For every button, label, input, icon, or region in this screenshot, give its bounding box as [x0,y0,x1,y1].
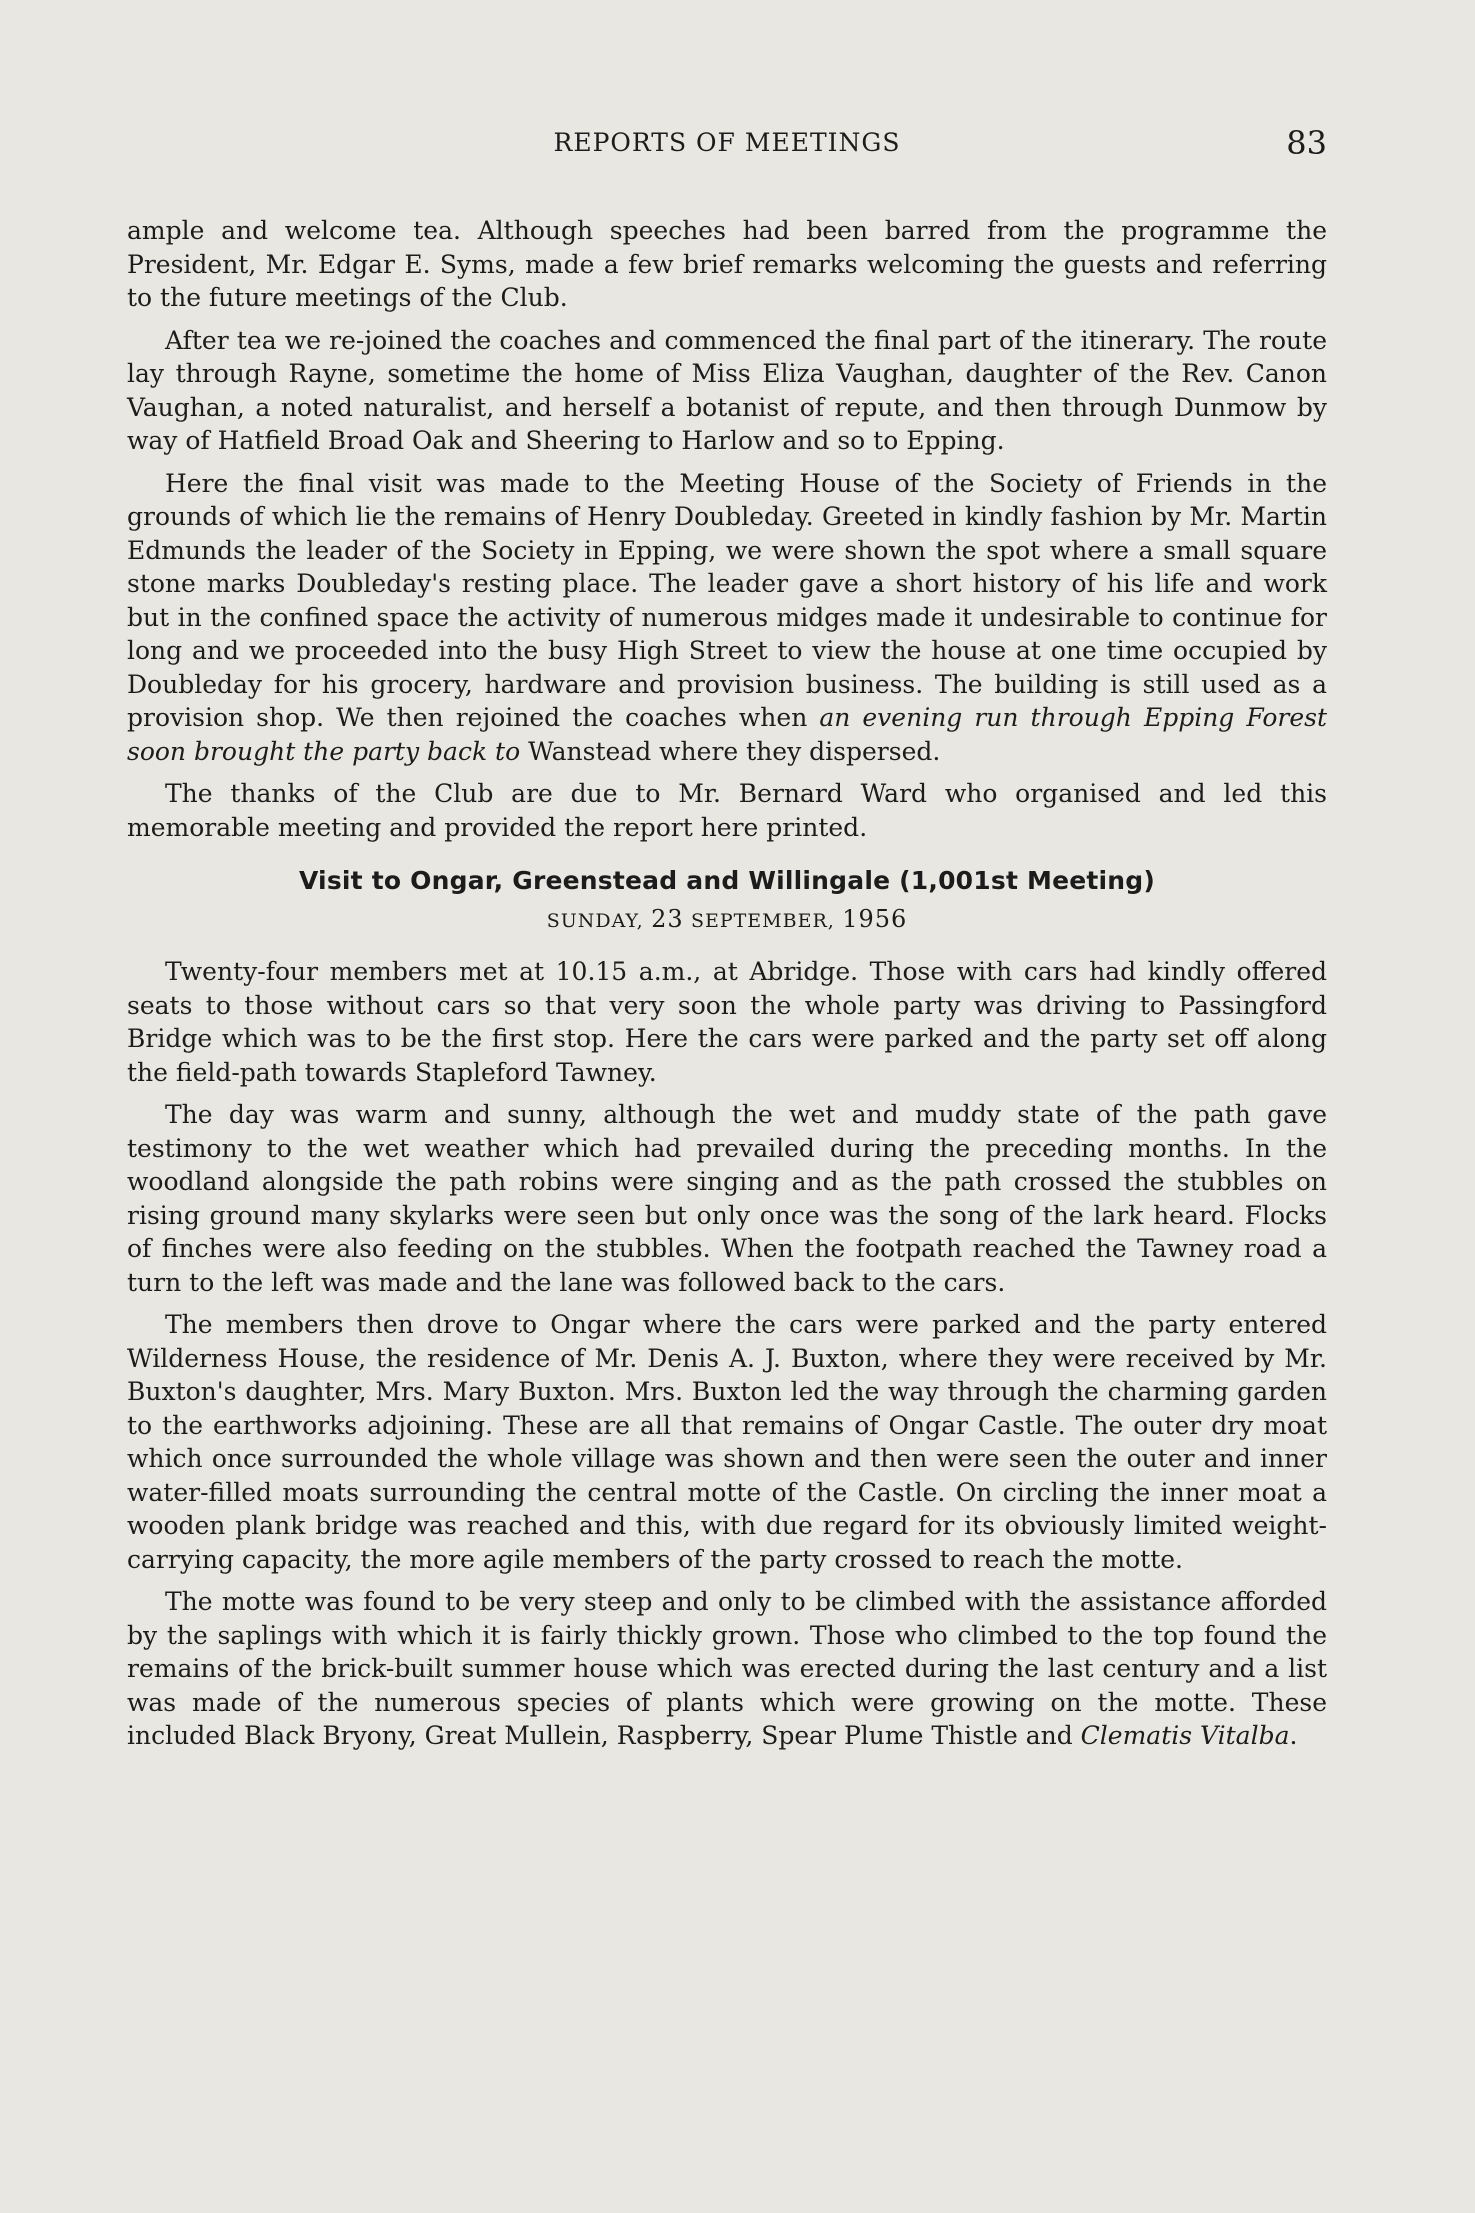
paragraph-thanks: The thanks of the Club are due to Mr. Bernard Ward who organised and led this memorable meeting and provided the report here printed. [127,779,1327,842]
paragraph-motte-end: . [1289,1721,1298,1750]
paragraph-meeting-house-end: Wanstead where they dispersed. [520,736,941,766]
body-text [127,214,1327,1762]
paragraph-motte [127,1585,1327,1753]
date-year: 1956 [842,905,908,933]
date-day: 23 [651,905,684,933]
running-title: REPORTS OF MEETINGS [553,128,901,157]
paragraph-meeting-house-italic: an evening run through Epping Forest soon brought the party back to [127,703,1327,766]
paragraph-meeting-house [127,467,1327,769]
paragraph-weather: The day was warm and sunny, although the wet and muddy state of the path gave testimony to the wet weather which had prevailed during the preceding months. In the woodland alongside the path robins were singing and as the path crossed the stubbles on rising ground many skylarks were seen but only once was the song of the lark heard. Flocks of finches were also feeding on the stubbles. When the footpath reached the Tawney road a turn to the left was made and the lane was followed back to the cars. [127,1100,1327,1297]
page-number: 83 [1286,124,1327,162]
section-date [127,905,1327,933]
paragraph-motte-text: The motte was found to be very steep and only to be climbed with the assistance afforded by the saplings with which it is fairly thickly grown. Those who climbed to the top found the remains of the brick-built summer house which was erected during the last century and a list was made of the numerous species of plants which were growing on the motte. These included Black Bryony, Great Mullein, Raspberry, Spear Plume Thistle and [127,1587,1327,1750]
paragraph-meeting-house-text: Here the final visit was made to the Meeting House of the Society of Friends in the grounds of which lie the remains of Henry Doubleday. Greeted in kindly fashion by Mr. Martin Edmunds the leader of the Society in Epping, we were shown the spot where a small square stone marks Doubleday's resting place. The leader gave a short history of his life and work but in the confined space the activity of numerous midges made it undesirable to continue for long and we proceeded into the busy High Street to view the house at one time occupied by Doubleday for his grocery, hardware and provision business. The building is still used as a provision shop. We then rejoined the coaches when [127,468,1327,732]
paragraph-tea: ample and welcome tea. Although speeches had been barred from the programme the President, Mr. Edgar E. Syms, made a few brief remarks welcoming the guests and referring to the future meetings of the Club. [127,216,1327,312]
paragraph-ongar-castle: The members then drove to Ongar where the cars were parked and the party entered Wilderness House, the residence of Mr. Denis A. J. Buxton, where they were received by Mr. Buxton's daughter, Mrs. Mary Buxton. Mrs. Buxton led the way through the charming garden to the earthworks adjoining. These are all that remains of Ongar Castle. The outer dry moat which once surrounded the whole village was shown and then were seen the outer and inner water-filled moats surrounding the central motte of the Castle. On circling the inner moat a wooden plank bridge was reached and this, with due regard for its obviously limited weight-carrying capacity, the more agile members of the party crossed to reach the motte. [127,1310,1327,1574]
section-heading: Visit to Ongar, Greenstead and Willingale (1,001st Meeting) [298,866,1156,895]
paragraph-itinerary: After tea we re-joined the coaches and commenced the final part of the itinerary. The route lay through Rayne, sometime the home of Miss Eliza Vaughan, daughter of the Rev. Canon Vaughan, a noted naturalist, and herself a botanist of repute, and then through Dunmow by way of Hatfield Broad Oak and Sheering to Harlow and so to Epping. [127,325,1327,455]
paragraph-abridge: Twenty-four members met at 10.15 a.m., at Abridge. Those with cars had kindly offered seats to those without cars so that very soon the whole party was driving to Passingford Bridge which was to be the first stop. Here the cars were parked and the party set off along the field-path towards Stapleford Tawney. [127,957,1327,1087]
paragraph-motte-italic: Clematis Vitalba [1080,1721,1290,1750]
date-month: SEPTEMBER, [690,910,835,932]
date-weekday: SUNDAY, [546,910,644,932]
running-head [127,124,1327,164]
